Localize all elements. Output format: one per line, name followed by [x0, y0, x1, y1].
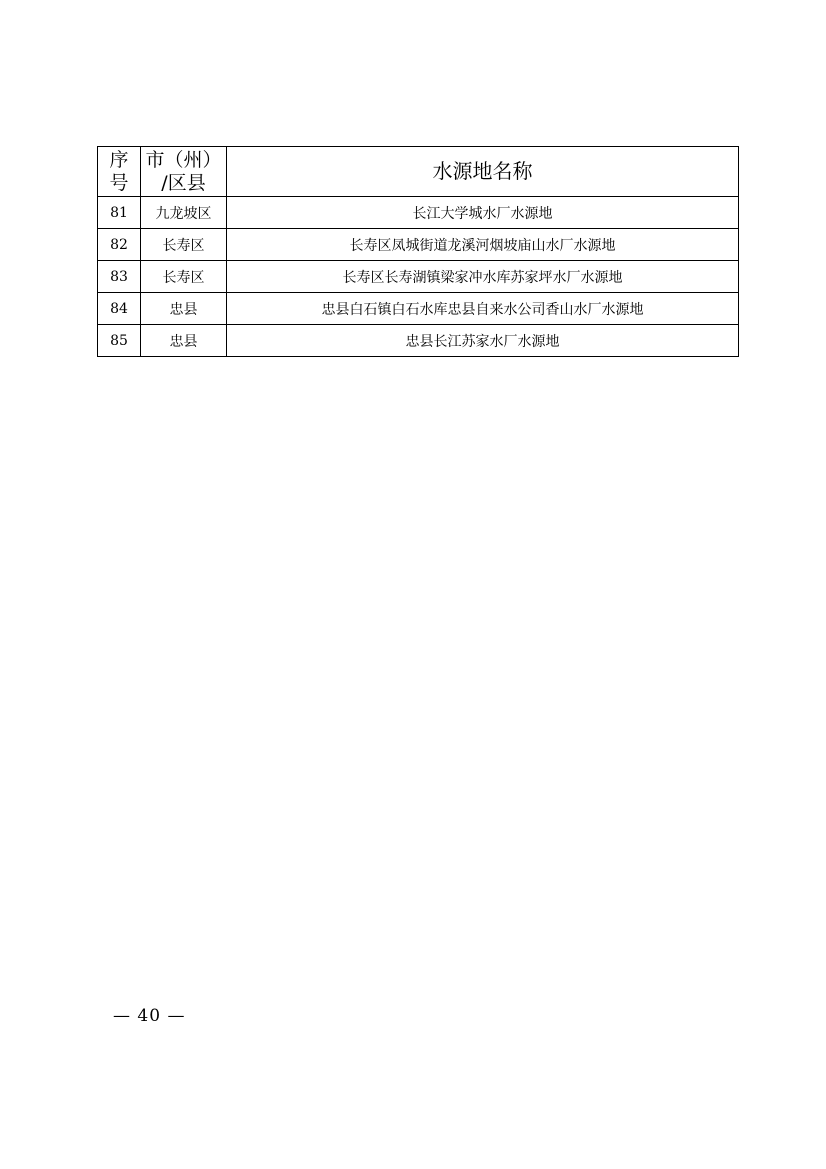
- cell-seq: 82: [98, 229, 141, 261]
- water-source-table: [97, 146, 739, 357]
- page-number: — 40 —: [113, 1006, 186, 1026]
- cell-source-name: 忠县白石镇白石水库忠县自来水公司香山水厂水源地: [227, 293, 739, 325]
- table-row: [98, 229, 739, 261]
- header-city: [141, 147, 227, 197]
- table-row: [98, 197, 739, 229]
- table-row: [98, 261, 739, 293]
- cell-source-name: 忠县长江苏家水厂水源地: [227, 325, 739, 357]
- cell-source-name: 长江大学城水厂水源地: [227, 197, 739, 229]
- cell-city: 长寿区: [141, 229, 227, 261]
- cell-city: 长寿区: [141, 261, 227, 293]
- table-row: [98, 293, 739, 325]
- cell-seq: 84: [98, 293, 141, 325]
- table-row: [98, 325, 739, 357]
- header-seq-line-1: 序: [109, 148, 129, 171]
- cell-source-name: 长寿区长寿湖镇梁家冲水库苏家坪水厂水源地: [227, 261, 739, 293]
- header-city-line-1: 市（州）: [145, 148, 222, 171]
- cell-seq: 81: [98, 197, 141, 229]
- header-seq: [98, 147, 141, 197]
- cell-city: 忠县: [141, 293, 227, 325]
- cell-city: 九龙坡区: [141, 197, 227, 229]
- cell-source-name: 长寿区凤城街道龙溪河烟坡庙山水厂水源地: [227, 229, 739, 261]
- cell-seq: 83: [98, 261, 141, 293]
- cell-city: 忠县: [141, 325, 227, 357]
- header-seq-line-2: 号: [109, 171, 129, 194]
- header-source-name: 水源地名称: [227, 147, 739, 197]
- table-header-row: [98, 147, 739, 197]
- header-city-line-2: /区县: [161, 171, 206, 194]
- cell-seq: 85: [98, 325, 141, 357]
